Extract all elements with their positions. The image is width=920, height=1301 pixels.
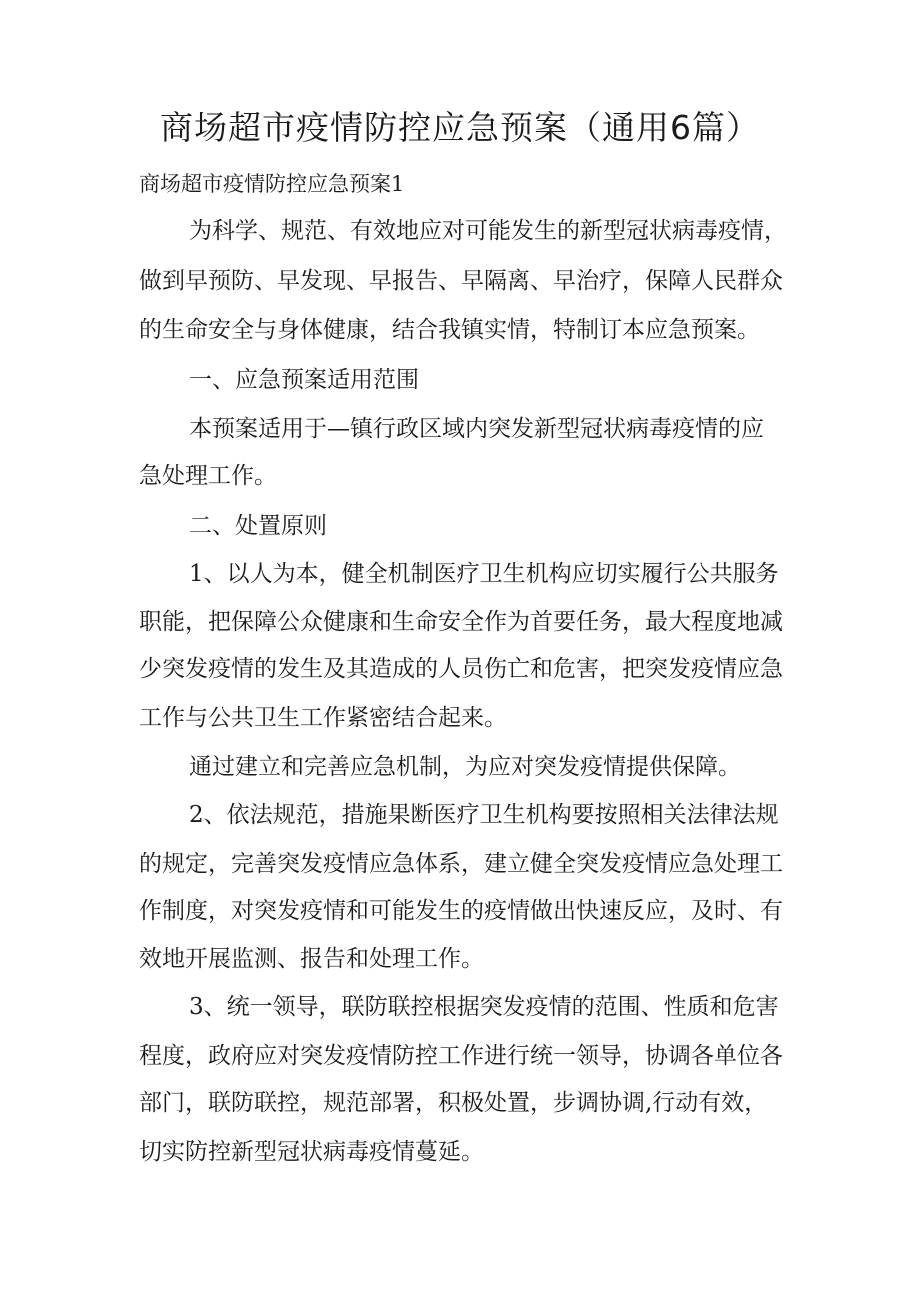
paragraph-line: 通过建立和完善应急机制，为应对突发疫情提供保障。 bbox=[189, 754, 741, 780]
paragraph-line: 做到早预防、早发现、早报告、早隔离、早治疗，保障人民群众 bbox=[139, 268, 783, 294]
paragraph-line: 的生命安全与身体健康，结合我镇实情，特制订本应急预案。 bbox=[139, 317, 760, 343]
paragraph-line: 3、统一领导，联防联控根据突发疫情的范围、性质和危害 bbox=[189, 994, 779, 1020]
document-title: 商场超市疫情防控应急预案（通用6篇） bbox=[160, 108, 760, 147]
paragraph-line: 效地开展监测、报告和处理工作。 bbox=[139, 946, 484, 972]
paragraph-line: 切实防控新型冠状病毒疫情蔓延。 bbox=[139, 1139, 484, 1165]
paragraph-line: 本预案适用于—镇行政区域内突发新型冠状病毒疫情的应 bbox=[189, 416, 764, 442]
paragraph-line: 作制度，对突发疫情和可能发生的疫情做出快速反应，及时、有 bbox=[139, 898, 783, 924]
section-heading: 二、处置原则 bbox=[189, 513, 327, 539]
paragraph-line: 急处理工作。 bbox=[139, 463, 277, 489]
paragraph-line: 工作与公共卫生工作紧密结合起来。 bbox=[139, 705, 507, 731]
paragraph-line: 1、以人为本，健全机制医疗卫生机构应切实履行公共服务 bbox=[189, 561, 779, 587]
section-subtitle: 商场超市疫情防控应急预案1 bbox=[139, 172, 405, 196]
paragraph-line: 为科学、规范、有效地应对可能发生的新型冠状病毒疫情， bbox=[189, 218, 787, 244]
paragraph-line: 职能，把保障公众健康和生命安全作为首要任务，最大程度地减 bbox=[139, 609, 783, 635]
paragraph-line: 程度，政府应对突发疫情防控工作进行统一领导，协调各单位各 bbox=[139, 1043, 783, 1069]
paragraph-line: 部门，联防联控，规范部署，积极处置，步调协调,行动有效， bbox=[139, 1090, 768, 1116]
section-heading: 一、应急预案适用范围 bbox=[189, 367, 419, 393]
paragraph-line: 的规定，完善突发疫情应急体系，建立健全突发疫情应急处理工 bbox=[139, 851, 783, 877]
paragraph-line: 2、依法规范，措施果断医疗卫生机构要按照相关法律法规 bbox=[189, 802, 779, 828]
paragraph-line: 少突发疫情的发生及其造成的人员伤亡和危害，把突发疫情应急 bbox=[139, 656, 783, 682]
